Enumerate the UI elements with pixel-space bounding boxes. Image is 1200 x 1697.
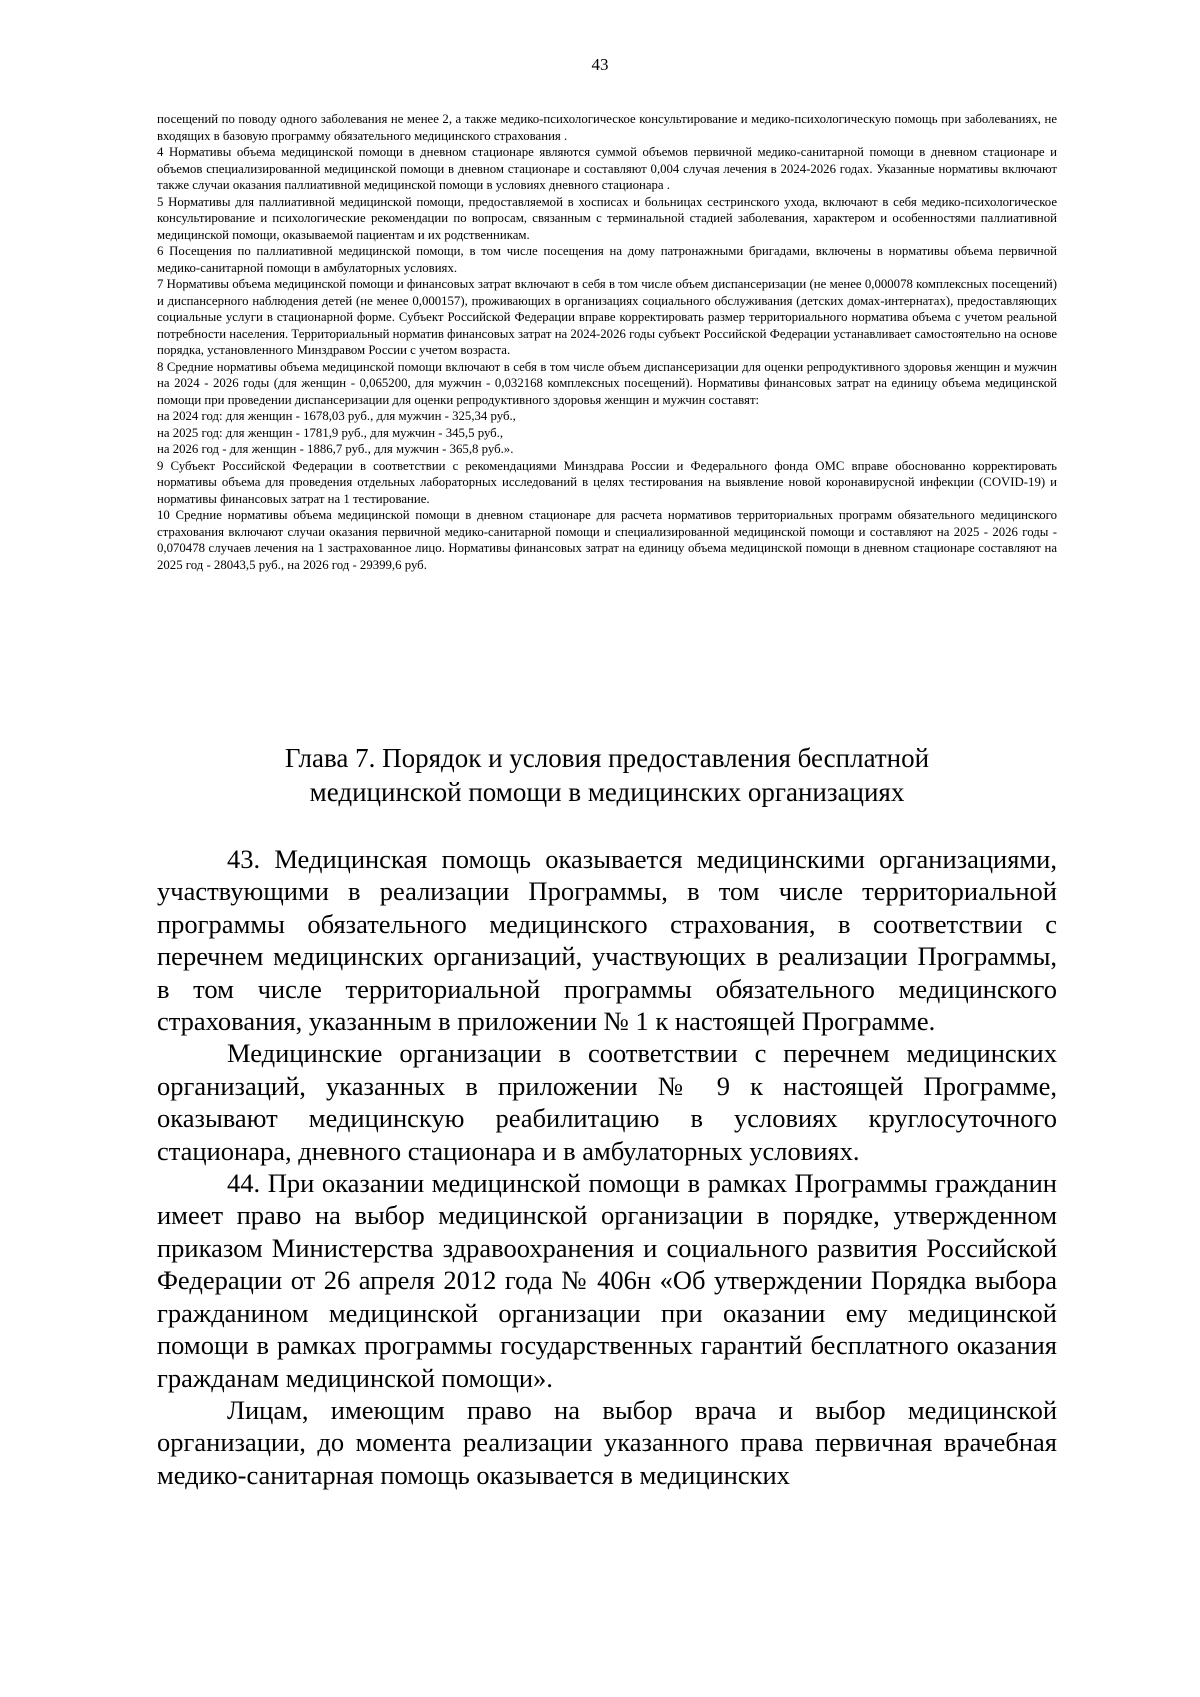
footnotes-block [157, 111, 1057, 573]
footnote-4: 4 Нормативы объема медицинской помощи в дневном стационаре являются суммой объемов первичной медико-санитарной помощи в дневном стационаре и объемов специализированной медицинской помощи в дневном стационаре и составляют 0,004 случая лечения в 2024-2026 годах. Указанные нормативы включают также случаи оказания паллиативной медицинской помощи в условиях дневного стационара . [157, 145, 1057, 192]
footnote-8: 8 Средние нормативы объема медицинской помощи включают в себя в том числе объем диспансеризации для оценки репродуктивного здоровья женщин и мужчин на 2024 - 2026 годы (для женщин - 0,065200, для мужчин - 0,032168 комплексных посещений). Нормативы финансовых затрат на единицу объема медицинской помощи при проведении диспансеризации для оценки репродуктивного здоровья женщин и мужчин составят: [157, 359, 1057, 407]
footnote-9: 9 Субъект Российской Федерации в соответствии с рекомендациями Минздрава России и Федерального фонда ОМС вправе обоснованно корректировать нормативы объема для проведения отдельных лабораторных исследований в целях тестирования на выявление новой коронавирусной инфекции (COVID-19) и нормативы финансовых затрат на 1 тестирование. [157, 458, 1057, 506]
footnote-8-line-2025: на 2025 год: для женщин - 1781,9 руб., для мужчин - 345,5 руб., [157, 425, 504, 440]
footnote-6: 6 Посещения по паллиативной медицинской помощи, в том числе посещения на дому патронажными бригадами, включены в нормативы объема первичной медико-санитарной помощи в амбулаторных условиях. [157, 244, 1057, 275]
chapter-heading-line-2: медицинской помощи в медицинских организациях [309, 777, 905, 807]
paragraph-44: 44. При оказании медицинской помощи в рамках Программы гражданин имеет право на выбор медицинской организации в порядке, утвержденном приказом Министерства здравоохранения и социального развития Российской Федерации от 26 апреля 2012 года № 406н «Об утверждении Порядка выбора гражданином медицинской организации при оказании ему медицинской помощи в рамках программы государственных гарантий бесплатного оказания гражданам медицинской помощи». [157, 1168, 1057, 1393]
footnote-continuation: посещений по поводу одного заболевания не менее 2, а также медико-психологическое консультирование и медико-психологическую помощь при заболеваниях, не входящих в базовую программу обязательного медицинского страхования . [157, 112, 1057, 143]
page-number: 43 [591, 55, 609, 74]
paragraph-43-rehabilitation: Медицинские организации в соответствии с перечнем медицинских организаций, указанных в приложении № 9 к настоящей Программе, оказывают медицинскую реабилитацию в условиях круглосуточного стационара, дневного стационара и в амбулаторных условиях. [157, 1038, 1057, 1166]
paragraph-43: 43. Медицинская помощь оказывается медицинскими организациями, участвующими в реализации Программы, в том числе территориальной программы обязательного медицинского страхования, в соответствии с перечнем медицинских организаций, участвующих в реализации Программы, в том числе территориальной программы обязательного медицинского страхования, указанным в приложении № 1 к настоящей Программе. [157, 844, 1057, 1037]
footnote-8-line-2024: на 2024 год: для женщин - 1678,03 руб., для мужчин - 325,34 руб., [157, 409, 516, 423]
footnote-7: 7 Нормативы объема медицинской помощи и финансовых затрат включают в себя в том числе объем диспансеризации (не менее 0,000078 комплексных посещений) и диспансерного наблюдения детей (не менее 0,000157), проживающих в организациях социального обслуживания (детских домах-интернатах), предоставляющих социальные услуги в стационарной форме. Субъект Российской Федерации вправе корректировать размер территориального норматива объема с учетом реальной потребности населения. Территориальный норматив финансовых затрат на 2024-2026 годы субъект Российской Федерации устанавливает самостоятельно на основе порядка, установленного Минздравом России с учетом возраста. [157, 277, 1057, 357]
body-text [157, 843, 1057, 1491]
chapter-heading [157, 741, 1057, 809]
chapter-heading-line-1: Глава 7. Порядок и условия предоставления бесплатной [284, 743, 930, 773]
footnote-10: 10 Средние нормативы объема медицинской помощи в дневном стационаре для расчета нормативов территориальных программ обязательного медицинского страхования включают случаи оказания первичной медико-санитарной помощи и специализированной медицинской помощи и составляют на 2025 - 2026 годы - 0,070478 случаев лечения на 1 застрахованное лицо. Нормативы финансовых затрат на единицу объема медицинской помощи в дневном стационаре составляют на 2025 год - 28043,5 руб., на 2026 год - 29399,6 руб. [157, 508, 1057, 572]
footnote-8-line-2026: на 2026 год - для женщин - 1886,7 руб., для мужчин - 365,8 руб.». [157, 442, 514, 456]
paragraph-44-primary-care: Лицам, имеющим право на выбор врача и выбор медицинской организации, до момента реализации указанного права первичная врачебная медико-санитарная помощь оказывается в медицинских [157, 1394, 1057, 1490]
footnote-5: 5 Нормативы для паллиативной медицинской помощи, предоставляемой в хосписах и больницах сестринского ухода, включают в себя медико-психологическое консультирование и психологические рекомендации по вопросам, связанным с терминальной стадией заболевания, характером и особенностями паллиативной медицинской помощи, оказываемой пациентам и их родственникам. [157, 194, 1057, 242]
